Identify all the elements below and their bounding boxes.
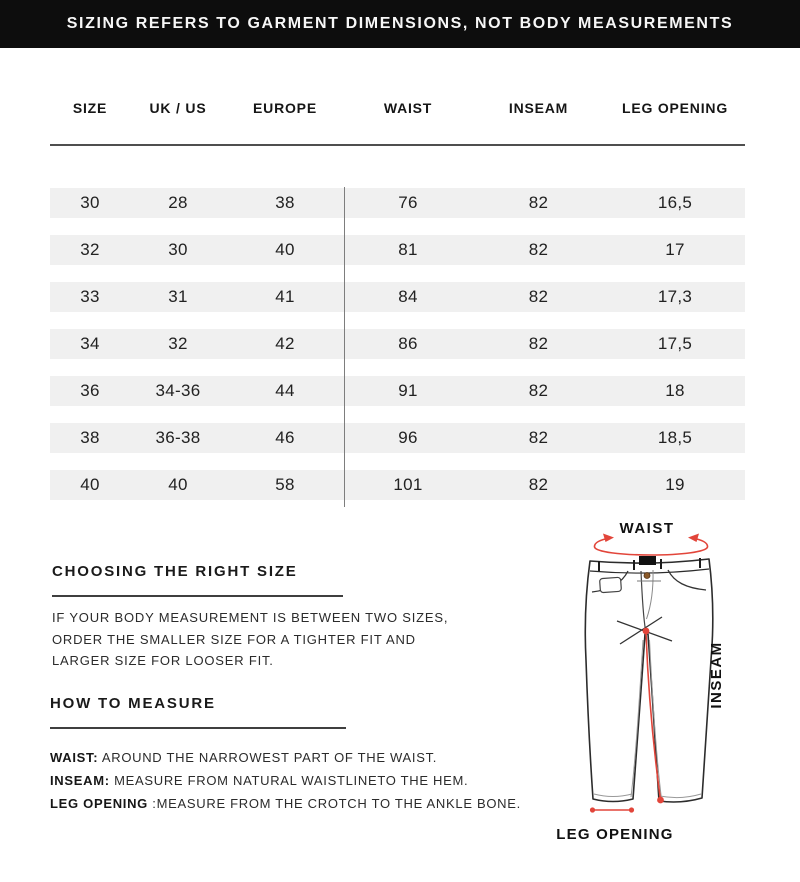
table-row (50, 423, 745, 453)
table-row (50, 329, 745, 359)
measure-desc: MEASURE FROM NATURAL WAISTLINETO THE HEM. (109, 773, 469, 788)
table-cell: 31 (168, 287, 188, 306)
table-cell: 30 (80, 193, 100, 212)
table-cell: 32 (80, 240, 100, 259)
column-header-europe: EUROPE (253, 100, 317, 116)
column-header-uk-us: UK / US (149, 100, 207, 116)
table-row (50, 470, 745, 500)
leg-opening-label: LEG OPENING (556, 826, 674, 843)
crotch-dot-icon (643, 628, 650, 635)
table-cell: 32 (168, 334, 188, 353)
choosing-size-heading: CHOOSING THE RIGHT SIZE (52, 563, 298, 580)
paragraph-line: LARGER SIZE FOR LOOSER FIT. (52, 653, 274, 668)
table-cell: 38 (275, 193, 295, 212)
measure-term: LEG OPENING (50, 796, 148, 811)
table-cell: 82 (528, 240, 549, 259)
column-header-leg-opening: LEG OPENING (621, 100, 729, 116)
choosing-size-paragraph (52, 607, 492, 672)
table-cell: 44 (275, 381, 295, 400)
column-header-inseam: INSEAM (508, 100, 569, 116)
measure-item (50, 746, 550, 769)
paragraph-line: IF YOUR BODY MEASUREMENT IS BETWEEN TWO SIZES, (52, 610, 449, 625)
measure-term: INSEAM: (50, 773, 110, 788)
column-header-waist: WAIST (383, 100, 433, 116)
column-header-size: SIZE (72, 100, 108, 116)
table-cell: 40 (275, 240, 295, 259)
table-cell: 19 (665, 475, 685, 494)
choosing-heading-rule (52, 595, 343, 597)
table-cell: 82 (528, 287, 549, 306)
table-row (50, 235, 745, 265)
waist-label: WAIST (619, 520, 675, 537)
table-cell: 91 (398, 381, 418, 400)
table-cell: 82 (528, 428, 549, 447)
measure-instructions (50, 746, 550, 815)
measure-desc: AROUND THE NARROWEST PART OF THE WAIST. (98, 750, 438, 765)
measure-term: WAIST: (50, 750, 99, 765)
table-cell: 101 (393, 475, 423, 494)
measure-item (50, 769, 550, 792)
leg-opening-line-icon (590, 807, 634, 812)
table-cell: 30 (168, 240, 188, 259)
table-cell: 86 (398, 334, 418, 353)
table-cell: 16,5 (657, 193, 693, 212)
measure-item (50, 792, 550, 815)
table-cell: 33 (80, 287, 100, 306)
table-cell: 81 (398, 240, 418, 259)
hem-dot-icon (657, 797, 664, 804)
table-cell: 82 (528, 381, 549, 400)
table-cell: 84 (398, 287, 418, 306)
size-table-header (50, 96, 745, 120)
measure-desc: :MEASURE FROM THE CROTCH TO THE ANKLE BONE. (148, 796, 521, 811)
table-cell: 40 (80, 475, 100, 494)
table-cell: 18 (665, 381, 685, 400)
banner (0, 0, 800, 48)
table-vertical-divider (344, 187, 345, 507)
button-icon (644, 573, 650, 579)
table-cell: 42 (275, 334, 295, 353)
table-cell: 36 (80, 381, 100, 400)
pants-diagram (540, 515, 800, 845)
coin-pocket-icon (600, 577, 622, 592)
table-cell: 76 (398, 193, 418, 212)
table-cell: 34-36 (155, 381, 201, 400)
table-cell: 96 (398, 428, 418, 447)
table-cell: 82 (528, 193, 549, 212)
table-cell: 58 (275, 475, 295, 494)
table-cell: 34 (80, 334, 100, 353)
table-cell: 17 (665, 240, 685, 259)
table-cell: 46 (275, 428, 295, 447)
table-cell: 41 (275, 287, 295, 306)
table-cell: 82 (528, 334, 549, 353)
brand-label-icon (639, 556, 656, 565)
table-row (50, 282, 745, 312)
table-cell: 17,5 (657, 334, 693, 353)
table-cell: 82 (528, 475, 549, 494)
table-cell: 40 (168, 475, 188, 494)
inseam-label: INSEAM (708, 641, 725, 709)
header-rule (50, 144, 745, 146)
banner-text: SIZING REFERS TO GARMENT DIMENSIONS, NOT BODY MEASUREMENTS (66, 15, 734, 32)
table-cell: 38 (80, 428, 100, 447)
table-cell: 28 (168, 193, 188, 212)
table-cell: 36-38 (155, 428, 201, 447)
table-cell: 18,5 (657, 428, 693, 447)
paragraph-line: ORDER THE SMALLER SIZE FOR A TIGHTER FIT AND (52, 631, 416, 647)
table-cell: 17,3 (657, 287, 693, 306)
table-row (50, 376, 745, 406)
how-to-measure-heading: HOW TO MEASURE (50, 695, 216, 712)
table-row (50, 188, 745, 218)
measure-heading-rule (50, 727, 346, 729)
